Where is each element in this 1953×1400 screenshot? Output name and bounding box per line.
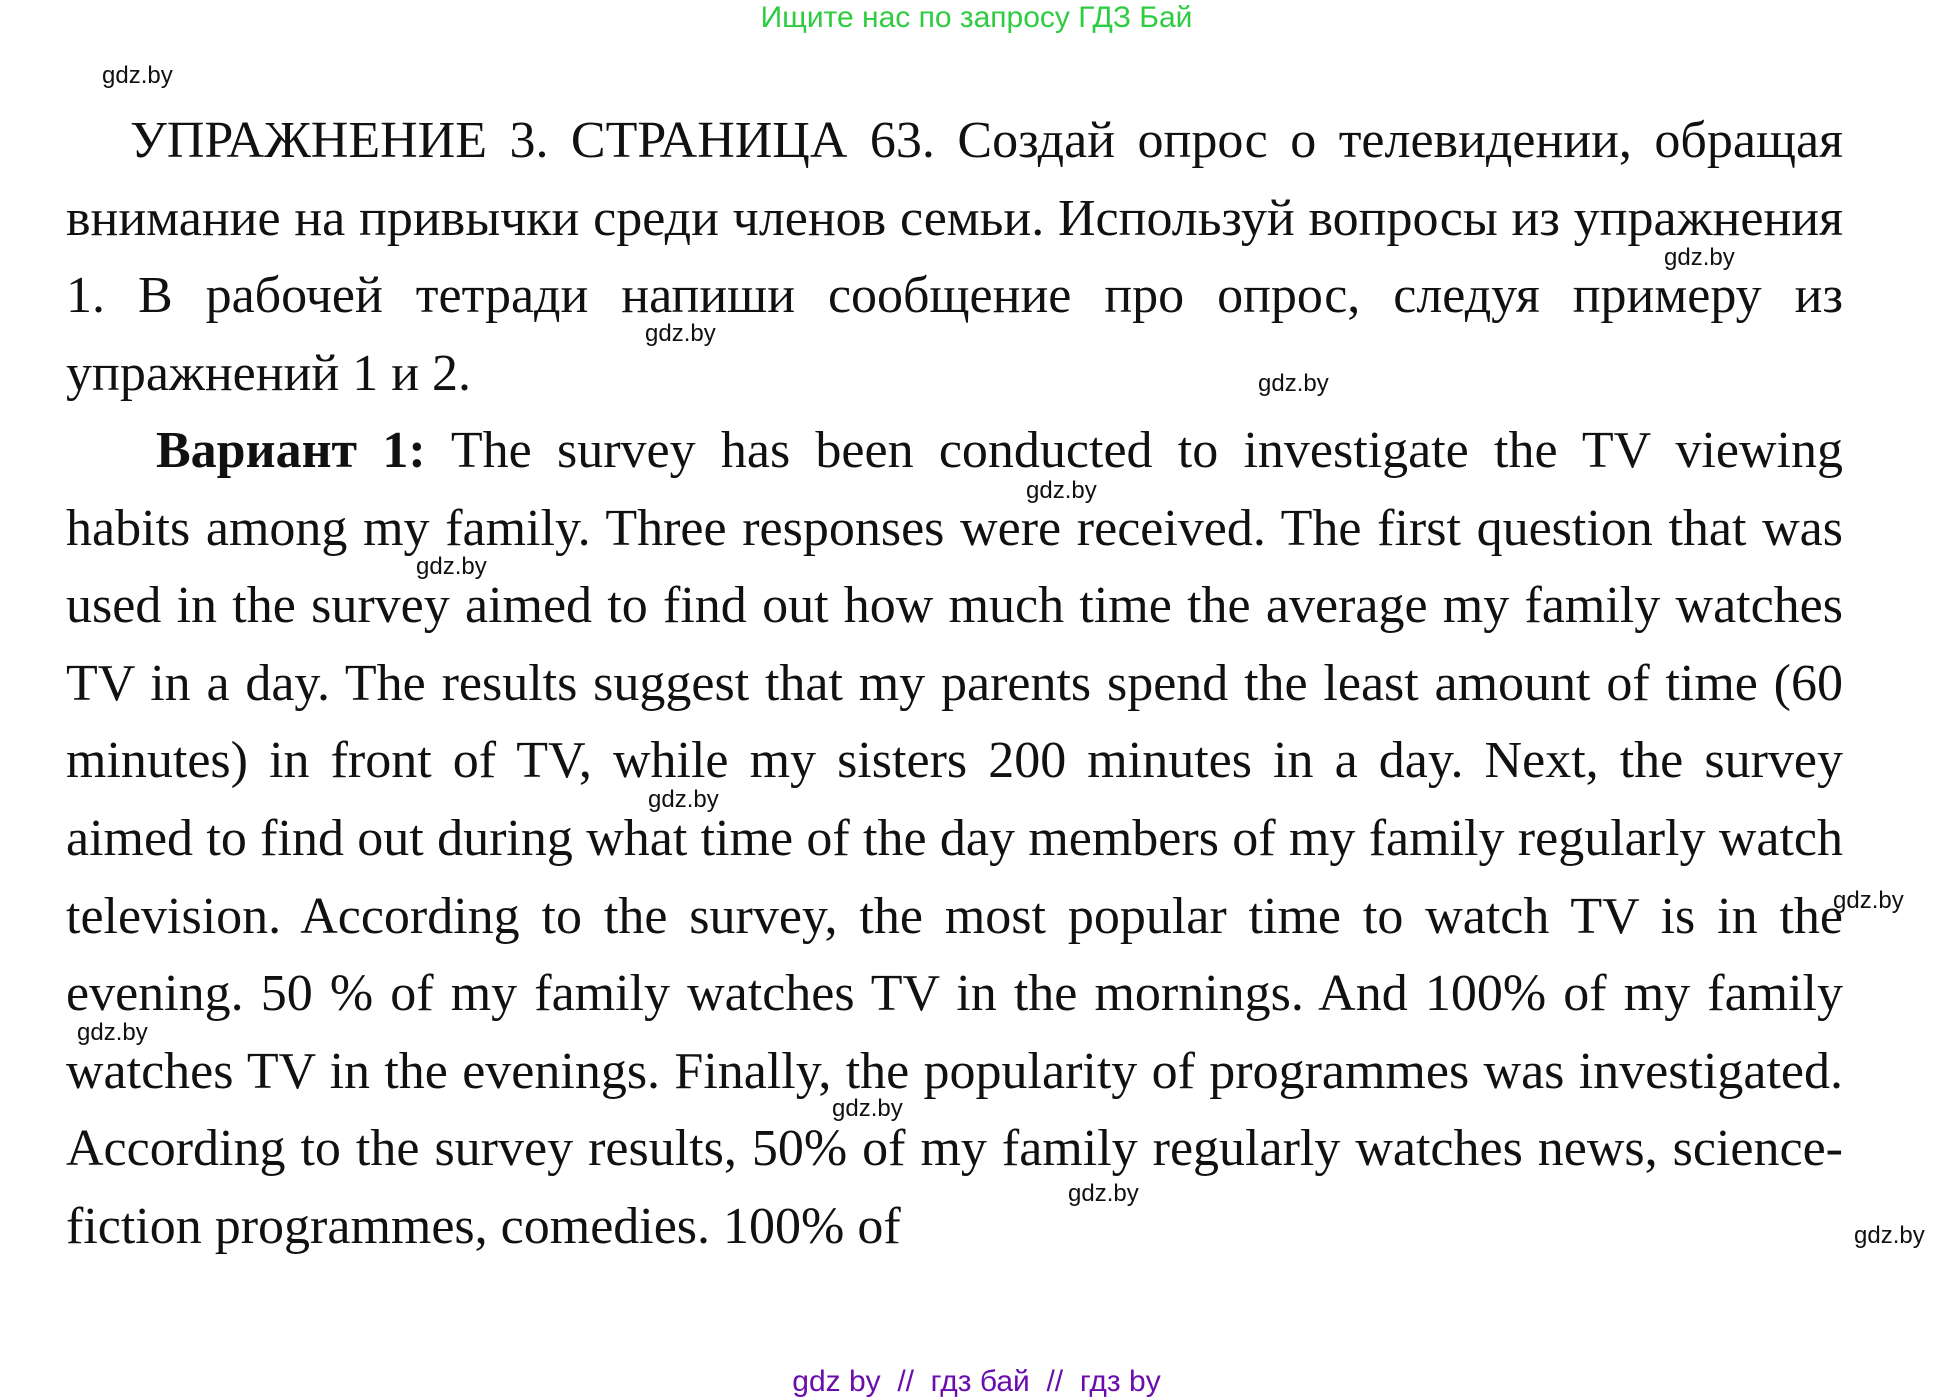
top-banner: Ищите нас по запросу ГДЗ Бай (760, 1, 1193, 34)
bottom-banner: gdz by // гдз бай // гдз by (792, 1365, 1161, 1398)
exercise-task: УПРАЖНЕНИЕ 3. СТРАНИЦА 63. Создай опрос о телевидении, обращая внимание на привычки среди членов семьи. Используй вопросы из упражнения 1. В рабочей тетради напиши сообщение про опрос, следуя примеру из упражнений 1 и 2. (66, 112, 1843, 402)
watermark: gdz.by (1664, 244, 1735, 271)
watermark: gdz.by (1258, 370, 1329, 397)
answer-text: The survey has been conducted to investigate the TV viewing habits among my family. Three responses were received. The first question that was used in the survey aimed to find out how much time the average my family watches TV in a day. The results suggest that my parents spend the least amount of time (60 minutes) in front of TV, while my sisters 200 minutes in a day. Next, the survey aimed to find out during what time of the day members of my family regularly watch television. According to the survey, the most popular time to watch TV is in the evening. 50 % of my family watches TV in the mornings. And 100% of my family watches TV in the evenings. Finally, the popularity of programmes was investigated. According to the survey results, 50% of my family regularly watches news, science-fiction programmes, comedies. 100% of (66, 422, 1843, 1255)
variant-label: Вариант 1: (156, 422, 426, 479)
watermark: gdz.by (1833, 887, 1904, 914)
watermark: gdz.by (1854, 1222, 1925, 1249)
watermark: gdz.by (1068, 1180, 1139, 1207)
answer-paragraph (66, 412, 1843, 1266)
watermark: gdz.by (1026, 477, 1097, 504)
watermark: gdz.by (832, 1095, 903, 1122)
watermark: gdz.by (645, 320, 716, 347)
watermark: gdz.by (416, 553, 487, 580)
watermark: gdz.by (77, 1019, 148, 1046)
watermark: gdz.by (102, 62, 173, 89)
watermark: gdz.by (648, 786, 719, 813)
